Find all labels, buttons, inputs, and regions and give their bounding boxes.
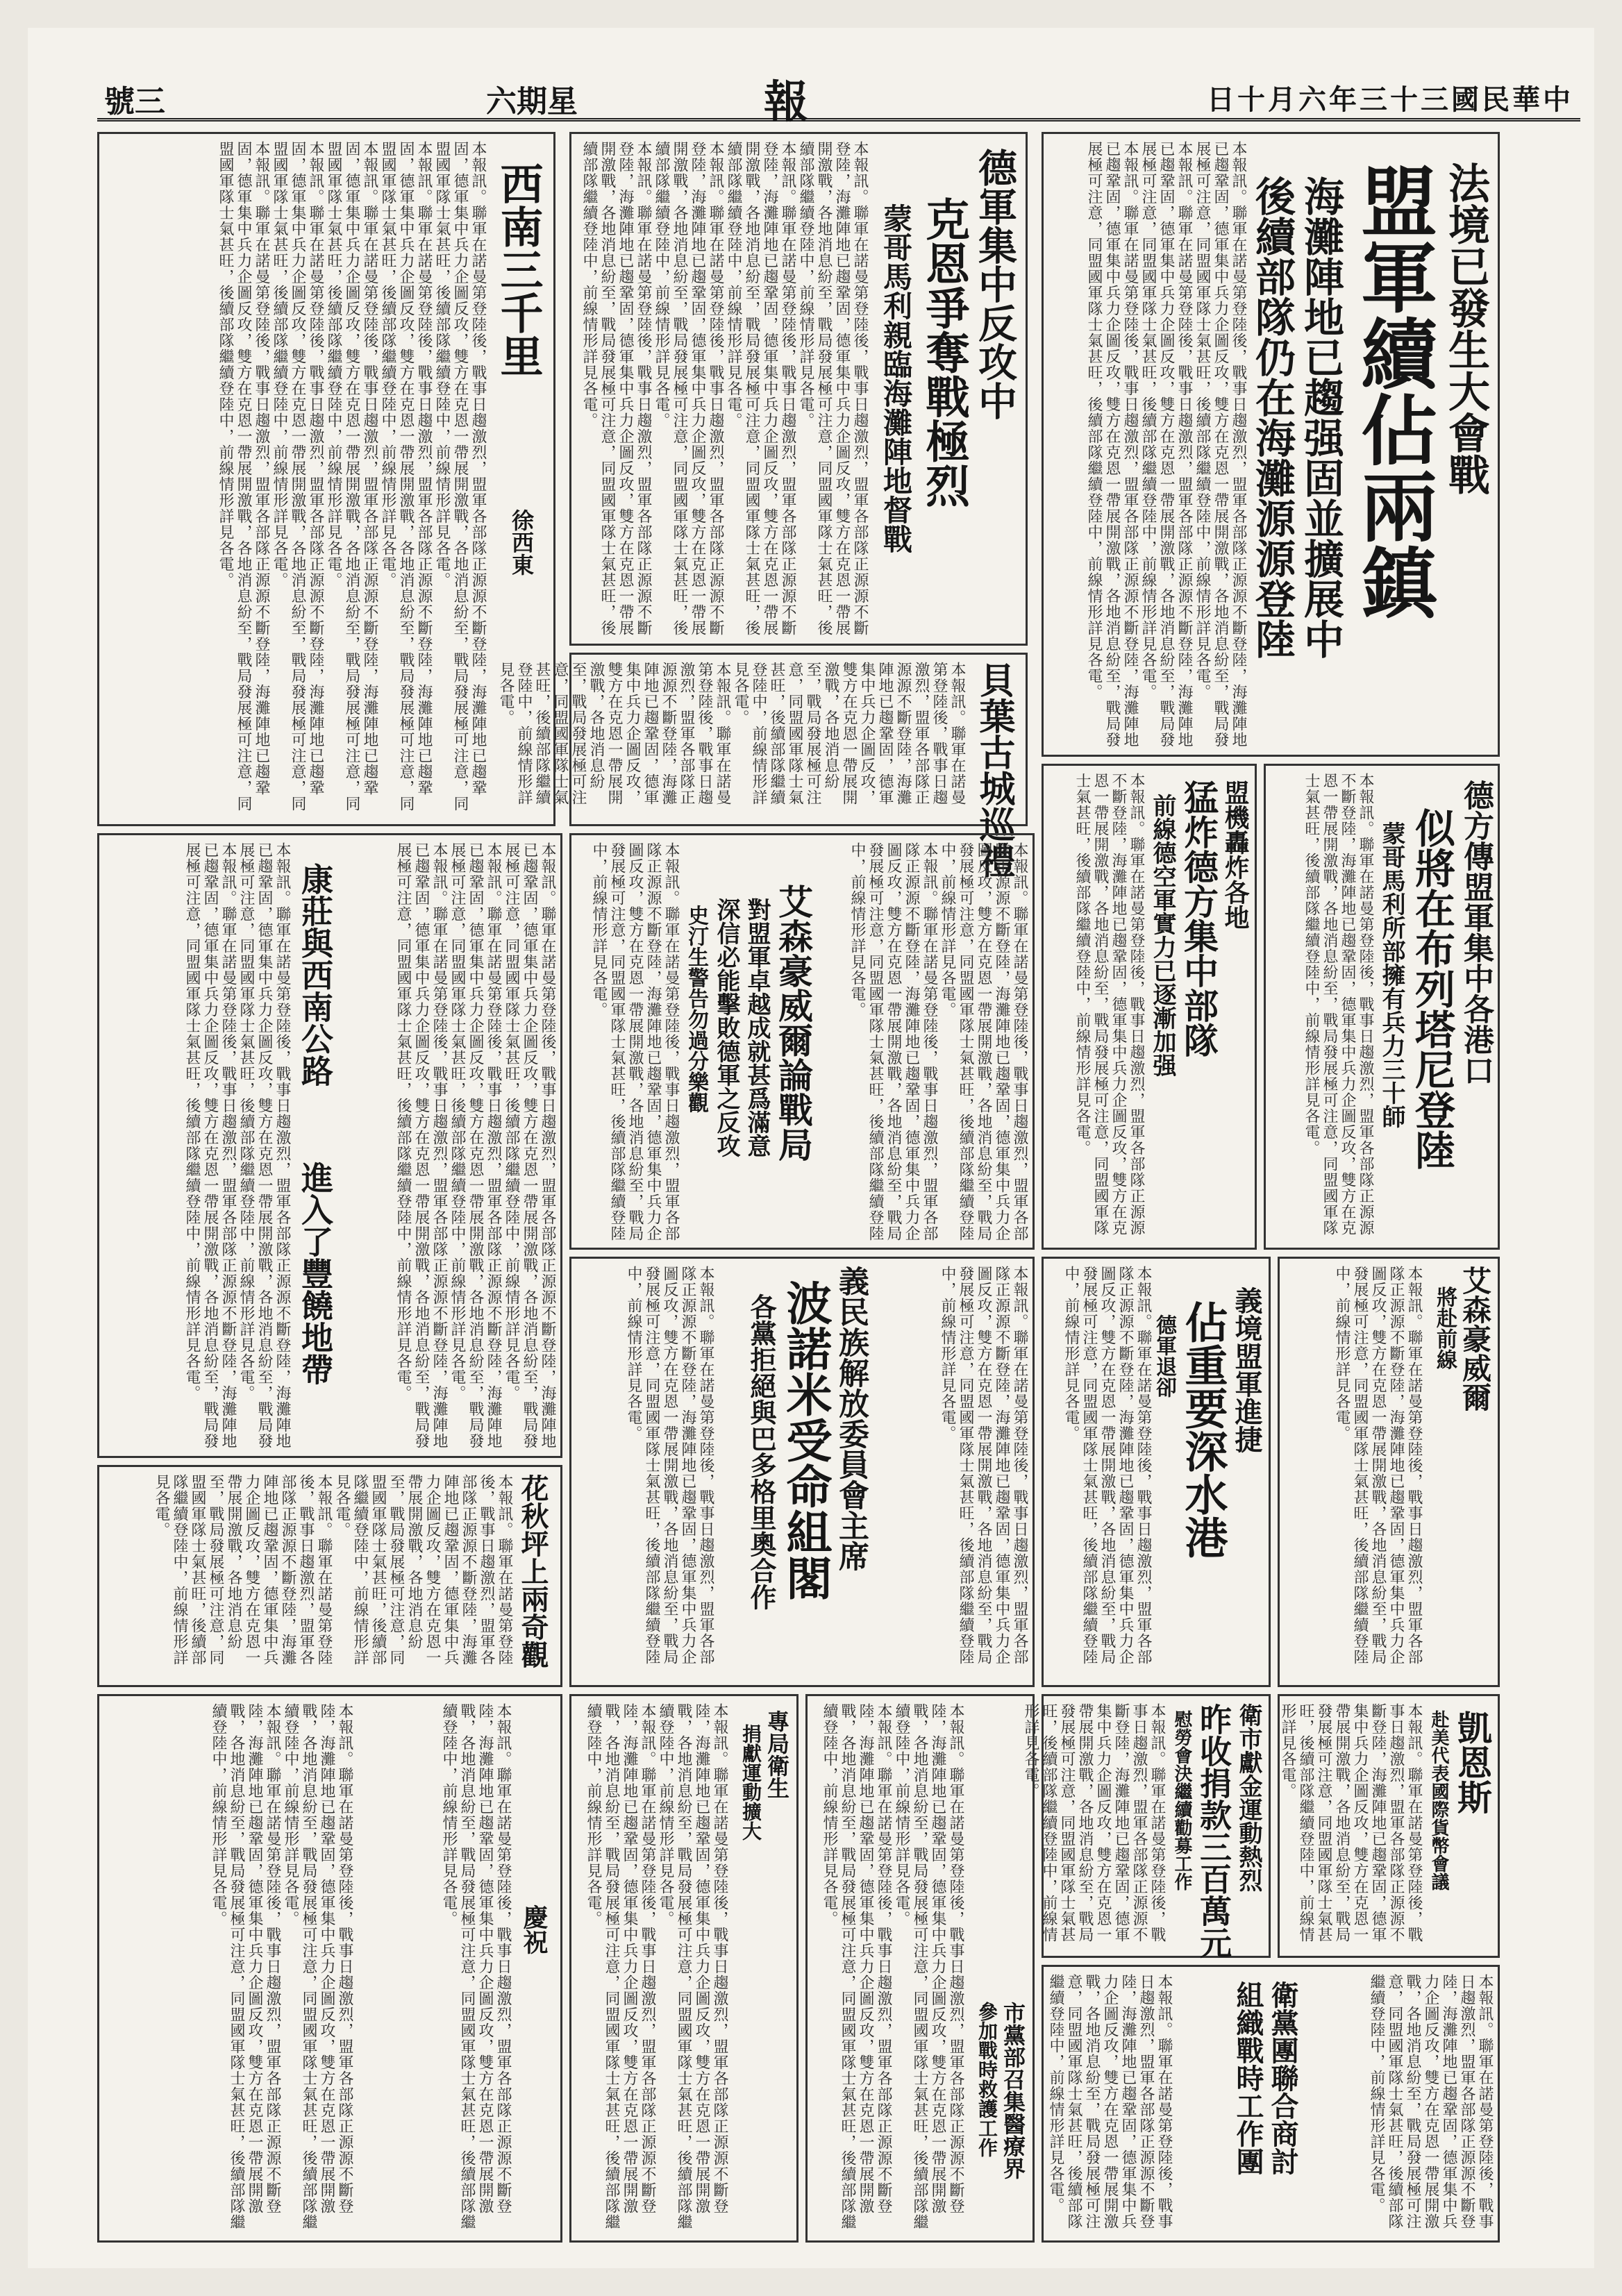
counterattack-body xyxy=(577,141,869,637)
body-text: 本報訊。聯軍在諾曼第登陸後，戰事日趨激烈，盟軍各部隊正源源不斷登陸，海灘陣地已趨鞏固，德軍集中兵力企圖反攻，雙方在克恩一帶展開激戰，各地消息紛至，戰局發展極可注意，同盟國軍隊士氣甚旺，後續部隊繼續登陸中，前線情形詳見各電。 xyxy=(503,842,556,1449)
bonomi-headline: 波諾米受命組閣 xyxy=(778,1280,833,1600)
brittany-headline: 似將在布列塔尼登陸 xyxy=(1408,807,1455,1170)
donations-sub: 慰勞會決繼續勸募工作 xyxy=(1171,1710,1192,1891)
body-text: 本報訊。聯軍在諾曼第登陸後，戰事日趨激烈，盟軍各部隊正源源不斷登陸，海灘陣地已趨鞏固，德軍集中兵力企圖反攻，雙方在克恩一帶展開激戰，各地消息紛至，戰局發展極可注意，同盟國軍隊士氣甚旺，後續部隊繼續登陸中，前線情形詳見各電。 xyxy=(1022,1703,1166,1943)
eisenhower-body-right xyxy=(820,842,1028,1241)
body-text: 本報訊。聯軍在諾曼第登陸後，戰事日趨激烈，盟軍各部隊正源源不斷登陸，海灘陣地已趨鞏固，德軍集中兵力企圖反攻，雙方在克恩一帶展開激戰，各地消息紛至，戰局發展極可注意，同盟國軍隊士氣甚旺，後續部隊繼續登陸中，前線情形詳見各電。 xyxy=(1333,1266,1423,1665)
body-text: 本報訊。聯軍在諾曼第登陸後，戰事日趨激烈，盟軍各部隊正源源不斷登陸，海灘陣地已趨鞏固，德軍集中兵力企圖反攻，雙方在克恩一帶展開激戰，各地消息紛至，戰局發展極可注意，同盟國軍隊士氣甚旺，後續部隊繼續登陸中，前線情形詳見各電。 xyxy=(939,842,1028,1241)
paper-number: 號三 xyxy=(104,84,165,119)
italy-body xyxy=(1048,1266,1152,1679)
party-league-sub: 組織戰時工作團 xyxy=(1232,1981,1264,2175)
body-text: 本報訊。聯軍在諾曼第登陸後，戰事日趨激烈，盟軍各部隊正源源不斷登陸，海灘陣地已趨鞏固，德軍集中兵力企圖反攻，雙方在克恩一帶展開激戰，各地消息紛至，戰局發展極可注意，同盟國軍隊士氣甚旺，後續部隊繼續登陸中，前線情形詳見各電。 xyxy=(1062,1266,1152,1665)
body-text: 本報訊。聯軍在諾曼第登陸後，戰事日趨激烈，盟軍各部隊正源源不斷登陸，海灘陣地已趨鞏固，德軍集中兵力企圖反攻，雙方在克恩一帶展開激戰，各地消息紛至，戰局發展極可注意，同盟國軍隊士氣甚旺，後續部隊繼續登陸中，前線情形詳見各電。 xyxy=(1085,141,1139,748)
bayeux-title: 貝葉古城巡禮 xyxy=(973,662,1015,878)
health-bureau-sub: 捐獻運動擴大 xyxy=(739,1724,762,1841)
article-bayeux xyxy=(497,653,1028,878)
party-league-body-right xyxy=(1306,1974,1494,2234)
air-raid-headline: 猛炸德方集中部隊 xyxy=(1178,780,1219,1057)
body-text: 本報訊。聯軍在諾曼第登陸後，戰事日趨激烈，盟軍各部隊正源源不斷登陸，海灘陣地已趨鞏固，德軍集中兵力企圖反攻，雙方在克恩一帶展開激戰，各地消息紛至，戰局發展極可注意，同盟國軍隊士氣甚旺，後續部隊繼續登陸中，前線情形詳見各電。 xyxy=(1303,773,1374,1236)
lead-subhead-2: 後續部隊仍在海灘源源登陸 xyxy=(1248,176,1296,659)
eisenhower-front-sub: 將赴前線 xyxy=(1432,1287,1457,1370)
essay-2-body-left xyxy=(103,842,291,1450)
body-text: 本報訊。聯軍在諾曼第登陸後，戰事日趨激烈，盟軍各部隊正源源不斷登陸，海灘陣地已趨鞏固，德軍集中兵力企圖反攻，雙方在克恩一帶展開激戰，各地消息紛至，戰局發展極可注意，同盟國軍隊士氣甚旺，後續部隊繼續登陸中，前線情形詳見各電。 xyxy=(440,1703,512,2230)
body-text: 本報訊。聯軍在諾曼第登陸後，戰事日趨激烈，盟軍各部隊正源源不斷登陸，海灘陣地已趨鞏固，德軍集中兵力企圖反攻，雙方在克恩一帶展開激戰，各地消息紛至，戰局發展極可注意，同盟國軍隊士氣甚旺，後續部隊繼續登陸中，前線情形詳見各電。 xyxy=(585,1703,656,2230)
body-text: 本報訊。聯軍在諾曼第登陸後，戰事日趨激烈，盟軍各部隊正源源不斷登陸，海灘陣地已趨鞏固，德軍集中兵力企圖反攻，雙方在克恩一帶展開激戰，各地消息紛至，戰局發展極可注意，同盟國軍隊士氣甚旺，後續部隊繼續登陸中，前線情形詳見各電。 xyxy=(1047,1974,1173,2229)
essay-author: 徐西東 xyxy=(508,509,535,576)
counterattack-subhead-1: 克恩爭奪戰極烈 xyxy=(918,196,970,508)
article-lead xyxy=(1042,132,1500,757)
article-bonomi xyxy=(569,1257,1035,1687)
article-eisenhower-front xyxy=(1278,1257,1500,1687)
counterattack-subhead-2: 蒙哥馬利親臨海灘陣地督戰 xyxy=(879,203,913,553)
body-text: 本報訊。聯軍在諾曼第登陸後，戰事日趨激烈，盟軍各部隊正源源不斷登陸，海灘陣地已趨鞏固，德軍集中兵力企圖反攻，雙方在克恩一帶展開激戰，各地消息紛至，戰局發展極可注意，同盟國軍隊士氣甚旺，後續部隊繼續登陸中，前線情形詳見各電。 xyxy=(379,141,433,812)
celebration-body-left xyxy=(103,1703,353,2234)
celebration-body-right xyxy=(366,1703,512,2234)
article-essay xyxy=(97,132,555,826)
air-raid-body xyxy=(1048,773,1145,1241)
article-eisenhower-war xyxy=(569,833,1035,1250)
article-donations xyxy=(1022,1694,1271,1959)
counterattack-headline: 德軍集中反攻中 xyxy=(972,148,1018,420)
body-text: 本報訊。聯軍在諾曼第登陸後，戰事日趨激烈，盟軍各部隊正源源不斷登陸，海灘陣地已趨鞏固，德軍集中兵力企圖反攻，雙方在克恩一帶展開激戰，各地消息紛至，戰局發展極可注意，同盟國軍隊士氣甚旺，後續部隊繼續登陸中，前線情形詳見各電。 xyxy=(1073,773,1145,1236)
article-air-raid xyxy=(1042,764,1257,1250)
body-text: 本報訊。聯軍在諾曼第登陸後，戰事日趨激烈，盟軍各部隊正源源不斷登陸，海灘陣地已趨鞏固，德軍集中兵力企圖反攻，雙方在克恩一帶展開激戰，各地消息紛至，戰局發展極可注意，同盟國軍隊士氣甚旺，後續部隊繼續登陸中，前線情形詳見各電。 xyxy=(210,1703,281,2230)
celebration-title: 慶祝 xyxy=(519,1904,549,1954)
body-text: 本報訊。聯軍在諾曼第登陸後，戰事日趨激烈，盟軍各部隊正源源不斷登陸，海灘陣地已趨鞏固，德軍集中兵力企圖反攻，雙方在克恩一帶展開激戰，各地消息紛至，戰局發展極可注意，同盟國軍隊士氣甚旺，後續部隊繼續登陸中，前線情形詳見各電。 xyxy=(1279,1703,1423,1943)
medical-sub: 參加戰時救護工作 xyxy=(976,2002,998,2157)
eisenhower-sub-1: 對盟軍卓越成就甚爲滿意 xyxy=(743,898,771,1157)
qiu-ping-body xyxy=(103,1474,513,1679)
eisenhower-body-left xyxy=(576,842,680,1241)
eisenhower-sub-3: 史汀生警告勿過分樂觀 xyxy=(684,905,708,1113)
article-keynes xyxy=(1278,1694,1500,1958)
qiu-ping-title: 花秋坪上兩奇觀 xyxy=(517,1474,549,1668)
essay-2-body-right xyxy=(341,842,556,1450)
donations-body xyxy=(1022,1703,1166,1950)
body-text: 本報訊。聯軍在諾曼第登陸後，戰事日趨激烈，盟軍各部隊正源源不斷登陸，海灘陣地已趨鞏固，德軍集中兵力企圖反攻，雙方在克恩一帶展開激戰，各地消息紛至，戰局發展極可注意，同盟國軍隊士氣甚旺，後續部隊繼續登陸中，前線情形詳見各電。 xyxy=(580,141,652,636)
eisenhower-front-title: 艾森豪威爾 xyxy=(1458,1266,1492,1411)
health-bureau-body xyxy=(576,1703,728,2234)
brittany-kicker: 德方傳盟軍集中各港口 xyxy=(1458,780,1494,1085)
lead-subhead-1: 海灘陣地已趨强固並擴展中 xyxy=(1297,176,1344,659)
issue-date: 日十月六年三十三國民華中 xyxy=(1207,83,1573,116)
body-text: 本報訊。聯軍在諾曼第登陸後，戰事日趨激烈，盟軍各部隊正源源不斷登陸，海灘陣地已趨鞏固，德軍集中兵力企圖反攻，雙方在克恩一帶展開激戰，各地消息紛至，戰局發展極可注意，同盟國軍隊士氣甚旺，後續部隊繼續登陸中，前線情形詳見各電。 xyxy=(271,141,324,812)
donations-kicker: 衛市獻金運動熱烈 xyxy=(1235,1703,1262,1892)
brittany-sub: 蒙哥馬利所部擁有兵力三十師 xyxy=(1378,821,1405,1128)
body-text: 本報訊。聯軍在諾曼第登陸後，戰事日趨激烈，盟軍各部隊正源源不斷登陸，海灘陣地已趨鞏固，德軍集中兵力企圖反攻，雙方在克恩一帶展開激戰，各地消息紛至，戰局發展極可注意，同盟國軍隊士氣甚旺，後續部隊繼續登陸中，前線情形詳見各電。 xyxy=(848,842,938,1241)
article-party-league xyxy=(1042,1965,1500,2243)
body-text: 本報訊。聯軍在諾曼第登陸後，戰事日趨激烈，盟軍各部隊正源源不斷登陸，海灘陣地已趨鞏固，德軍集中兵力企圖反攻，雙方在克恩一帶展開激戰，各地消息紛至，戰局發展極可注意，同盟國軍隊士氣甚旺，後續部隊繼續登陸中，前線情形詳見各電。 xyxy=(625,1266,714,1665)
body-text: 本報訊。聯軍在諾曼第登陸後，戰事日趨激烈，盟軍各部隊正源源不斷登陸，海灘陣地已趨鞏固，德軍集中兵力企圖反攻，雙方在克恩一帶展開激戰，各地消息紛至，戰局發展極可注意，同盟國軍隊士氣甚旺，後續部隊繼續登陸中，前線情形詳見各電。 xyxy=(797,141,869,636)
body-text: 本報訊。聯軍在諾曼第登陸後，戰事日趨激烈，盟軍各部隊正源源不斷登陸，海灘陣地已趨鞏固，德軍集中兵力企圖反攻，雙方在克恩一帶展開激戰，各地消息紛至，戰局發展極可注意，同盟國軍隊士氣甚旺，後續部隊繼續登陸中，前線情形詳見各電。 xyxy=(1368,1974,1494,2229)
air-raid-sub: 前線德空軍實力已逐漸加强 xyxy=(1148,794,1176,1077)
medical-title: 市黨部召集醫療界 xyxy=(1000,2002,1026,2179)
body-text: 本報訊。聯軍在諾曼第登陸後，戰事日趨激烈，盟軍各部隊正源源不斷登陸，海灘陣地已趨鞏固，德軍集中兵力企圖反攻，雙方在克恩一帶展開激戰，各地消息紛至，戰局發展極可注意，同盟國軍隊士氣甚旺，後續部隊繼續登陸中，前線情形詳見各電。 xyxy=(657,1703,728,2230)
article-brittany xyxy=(1264,764,1500,1250)
article-counterattack xyxy=(569,132,1028,646)
page-label: 六期星 xyxy=(486,84,578,119)
air-raid-title: 盟機轟炸各地 xyxy=(1221,780,1250,930)
lead-headline: 盟軍續佔兩鎮 xyxy=(1348,162,1438,620)
lead-body xyxy=(1049,141,1247,748)
article-essay-2 xyxy=(97,833,562,1458)
body-text: 本報訊。聯軍在諾曼第登陸後，戰事日趨激烈，盟軍各部隊正源源不斷登陸，海灘陣地已趨鞏固，德軍集中兵力企圖反攻，雙方在克恩一帶展開激戰，各地消息紛至，戰局發展極可注意，同盟國軍隊士氣甚旺，後續部隊繼續登陸中，前線情形詳見各電。 xyxy=(893,1703,964,2230)
body-text: 本報訊。聯軍在諾曼第登陸後，戰事日趨激烈，盟軍各部隊正源源不斷登陸，海灘陣地已趨鞏固，德軍集中兵力企圖反攻，雙方在克恩一帶展開激戰，各地消息紛至，戰局發展極可注意，同盟國軍隊士氣甚旺，後續部隊繼續登陸中，前線情形詳見各電。 xyxy=(153,1474,333,1666)
body-text: 本報訊。聯軍在諾曼第登陸後，戰事日趨激烈，盟軍各部隊正源源不斷登陸，海灘陣地已趨鞏固，德軍集中兵力企圖反攻，雙方在克恩一帶展開激戰，各地消息紛至，戰局發展極可注意，同盟國軍隊士氣甚旺，後續部隊繼續登陸中，前線情形詳見各電。 xyxy=(590,842,680,1241)
body-text: 本報訊。聯軍在諾曼第登陸後，戰事日趨激烈，盟軍各部隊正源源不斷登陸，海灘陣地已趨鞏固，德軍集中兵力企圖反攻，雙方在克恩一帶展開激戰，各地消息紛至，戰局發展極可注意，同盟國軍隊士氣甚旺，後續部隊繼續登陸中，前線情形詳見各電。 xyxy=(1139,141,1193,748)
body-text: 本報訊。聯軍在諾曼第登陸後，戰事日趨激烈，盟軍各部隊正源源不斷登陸，海灘陣地已趨鞏固，德軍集中兵力企圖反攻，雙方在克恩一帶展開激戰，各地消息紛至，戰局發展極可注意，同盟國軍隊士氣甚旺，後續部隊繼續登陸中，前線情形詳見各電。 xyxy=(217,141,270,812)
italy-sub: 德軍退卻 xyxy=(1152,1314,1176,1398)
body-text: 本報訊。聯軍在諾曼第登陸後，戰事日趨激烈，盟軍各部隊正源源不斷登陸，海灘陣地已趨鞏固，德軍集中兵力企圖反攻，雙方在克恩一帶展開激戰，各地消息紛至，戰局發展極可注意，同盟國軍隊士氣甚旺，後續部隊繼續登陸中，前線情形詳見各電。 xyxy=(939,1266,1028,1665)
bonomi-kicker: 義民族解放委員會主席 xyxy=(833,1266,869,1571)
fertile-title: 進入了豐饒地帶 xyxy=(296,1162,334,1385)
body-text: 本報訊。聯軍在諾曼第登陸後，戰事日趨激烈，盟軍各部隊正源源不斷登陸，海灘陣地已趨鞏固，德軍集中兵力企圖反攻，雙方在克恩一帶展開激戰，各地消息紛至，戰局發展極可注意，同盟國軍隊士氣甚旺，後續部隊繼續登陸中，前線情形詳見各電。 xyxy=(497,662,731,805)
essay-body xyxy=(105,141,487,818)
article-medical xyxy=(805,1694,1035,2243)
keynes-body xyxy=(1279,1703,1423,1950)
donations-headline: 昨收捐款三百萬元 xyxy=(1195,1703,1232,1959)
keynes-sub: 赴美代表國際貨幣會議 xyxy=(1428,1710,1449,1891)
body-text: 本報訊。聯軍在諾曼第登陸後，戰事日趨激烈，盟軍各部隊正源源不斷登陸，海灘陣地已趨鞏固，德軍集中兵力企圖反攻，雙方在克恩一帶展開激戰，各地消息紛至，戰局發展極可注意，同盟國軍隊士氣甚旺，後續部隊繼續登陸中，前線情形詳見各電。 xyxy=(449,842,502,1449)
bonomi-sub: 各黨拒絕與巴多格里奧合作 xyxy=(746,1293,777,1610)
body-text: 本報訊。聯軍在諾曼第登陸後，戰事日趨激烈，盟軍各部隊正源源不斷登陸，海灘陣地已趨鞏固，德軍集中兵力企圖反攻，雙方在克恩一帶展開激戰，各地消息紛至，戰局發展極可注意，同盟國軍隊士氣甚旺，後續部隊繼續登陸中，前線情形詳見各電。 xyxy=(433,141,487,812)
body-text: 本報訊。聯軍在諾曼第登陸後，戰事日趨激烈，盟軍各部隊正源源不斷登陸，海灘陣地已趨鞏固，德軍集中兵力企圖反攻，雙方在克恩一帶展開激戰，各地消息紛至，戰局發展極可注意，同盟國軍隊士氣甚旺，後續部隊繼續登陸中，前線情形詳見各電。 xyxy=(325,141,378,812)
health-bureau-title: 專局衛生 xyxy=(764,1710,790,1799)
road-title: 康莊與西南公路 xyxy=(296,863,334,1087)
body-text: 本報訊。聯軍在諾曼第登陸後，戰事日趨激烈，盟軍各部隊正源源不斷登陸，海灘陣地已趨鞏固，德軍集中兵力企圖反攻，雙方在克恩一帶展開激戰，各地消息紛至，戰局發展極可注意，同盟國軍隊士氣甚旺，後續部隊繼續登陸中，前線情形詳見各電。 xyxy=(333,1474,513,1666)
medical-body xyxy=(812,1703,964,2234)
keynes-title: 凱恩斯 xyxy=(1452,1710,1493,1814)
eisenhower-sub-2: 深信必能擊敗德軍之反攻 xyxy=(712,898,740,1157)
essay-title: 西南三千里 xyxy=(493,162,544,377)
article-qiu-ping xyxy=(97,1465,562,1687)
bonomi-body-left xyxy=(576,1266,714,1679)
body-text: 本報訊。聯軍在諾曼第登陸後，戰事日趨激烈，盟軍各部隊正源源不斷登陸，海灘陣地已趨鞏固，德軍集中兵力企圖反攻，雙方在克恩一帶展開激戰，各地消息紛至，戰局發展極可注意，同盟國軍隊士氣甚旺，後續部隊繼續登陸中，前線情形詳見各電。 xyxy=(1194,141,1247,748)
article-health-bureau xyxy=(569,1694,799,2243)
body-text: 本報訊。聯軍在諾曼第登陸後，戰事日趨激烈，盟軍各部隊正源源不斷登陸，海灘陣地已趨鞏固，德軍集中兵力企圖反攻，雙方在克恩一帶展開激戰，各地消息紛至，戰局發展極可注意，同盟國軍隊士氣甚旺，後續部隊繼續登陸中，前線情形詳見各電。 xyxy=(282,1703,353,2230)
lead-kicker: 法境已發生大會戰 xyxy=(1441,162,1490,495)
italy-kicker: 義境盟軍進捷 xyxy=(1230,1287,1263,1453)
masthead xyxy=(97,69,1580,128)
party-league-body-left xyxy=(1048,1974,1173,2234)
body-text: 本報訊。聯軍在諾曼第登陸後，戰事日趨激烈，盟軍各部隊正源源不斷登陸，海灘陣地已趨鞏固，德軍集中兵力企圖反攻，雙方在克恩一帶展開激戰，各地消息紛至，戰局發展極可注意，同盟國軍隊士氣甚旺，後續部隊繼續登陸中，前線情形詳見各電。 xyxy=(821,1703,892,2230)
eisenhower-front-body xyxy=(1284,1266,1423,1679)
eisenhower-headline: 艾森豪威爾論戰局 xyxy=(773,884,814,1162)
body-text: 本報訊。聯軍在諾曼第登陸後，戰事日趨激烈，盟軍各部隊正源源不斷登陸，海灘陣地已趨鞏固，德軍集中兵力企圖反攻，雙方在克恩一帶展開激戰，各地消息紛至，戰局發展極可注意，同盟國軍隊士氣甚旺，後續部隊繼續登陸中，前線情形詳見各電。 xyxy=(394,842,448,1449)
body-text: 本報訊。聯軍在諾曼第登陸後，戰事日趨激烈，盟軍各部隊正源源不斷登陸，海灘陣地已趨鞏固，德軍集中兵力企圖反攻，雙方在克恩一帶展開激戰，各地消息紛至，戰局發展極可注意，同盟國軍隊士氣甚旺，後續部隊繼續登陸中，前線情形詳見各電。 xyxy=(732,662,966,805)
body-text: 本報訊。聯軍在諾曼第登陸後，戰事日趨激烈，盟軍各部隊正源源不斷登陸，海灘陣地已趨鞏固，德軍集中兵力企圖反攻，雙方在克恩一帶展開激戰，各地消息紛至，戰局發展極可注意，同盟國軍隊士氣甚旺，後續部隊繼續登陸中，前線情形詳見各電。 xyxy=(183,842,237,1449)
article-celebration xyxy=(97,1694,562,2243)
bayeux-body xyxy=(497,662,966,818)
body-text: 本報訊。聯軍在諾曼第登陸後，戰事日趨激烈，盟軍各部隊正源源不斷登陸，海灘陣地已趨鞏固，德軍集中兵力企圖反攻，雙方在克恩一帶展開激戰，各地消息紛至，戰局發展極可注意，同盟國軍隊士氣甚旺，後續部隊繼續登陸中，前線情形詳見各電。 xyxy=(237,842,291,1449)
newspaper-page xyxy=(28,28,1594,2268)
body-text: 本報訊。聯軍在諾曼第登陸後，戰事日趨激烈，盟軍各部隊正源源不斷登陸，海灘陣地已趨鞏固，德軍集中兵力企圖反攻，雙方在克恩一帶展開激戰，各地消息紛至，戰局發展極可注意，同盟國軍隊士氣甚旺，後續部隊繼續登陸中，前線情形詳見各電。 xyxy=(653,141,724,636)
body-text: 本報訊。聯軍在諾曼第登陸後，戰事日趨激烈，盟軍各部隊正源源不斷登陸，海灘陣地已趨鞏固，德軍集中兵力企圖反攻，雙方在克恩一帶展開激戰，各地消息紛至，戰局發展極可注意，同盟國軍隊士氣甚旺，後續部隊繼續登陸中，前線情形詳見各電。 xyxy=(725,141,796,636)
article-italy-port xyxy=(1042,1257,1271,1687)
italy-headline: 佔重要深水港 xyxy=(1178,1300,1228,1559)
party-league-title: 衛黨團聯合商討 xyxy=(1266,1981,1299,2175)
brittany-body xyxy=(1270,773,1374,1241)
paper-name: 報 xyxy=(764,76,822,128)
bonomi-body-right xyxy=(876,1266,1028,1679)
